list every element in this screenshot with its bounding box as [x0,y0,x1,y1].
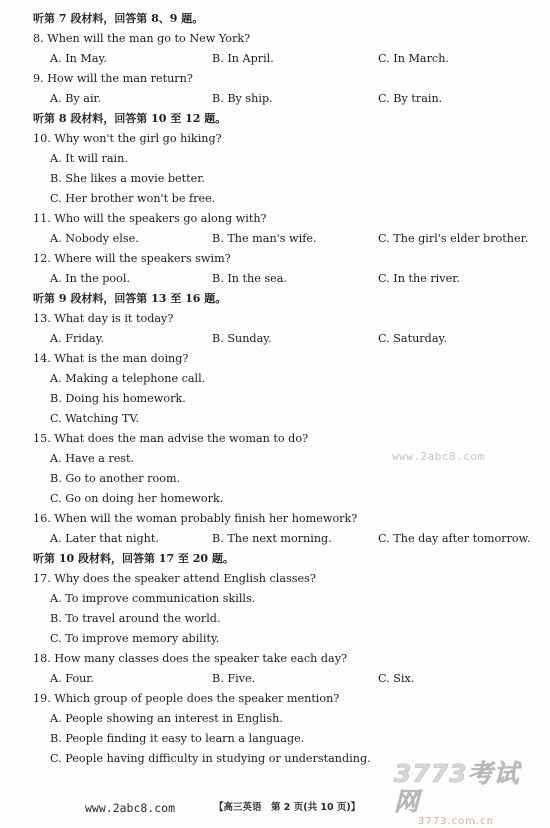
options-row-18 [0,669,540,689]
option-b: B. In the sea. [212,272,287,285]
option-a: A. By air. [50,92,102,105]
option-row [0,609,540,629]
option-c: C. To improve memory ability. [50,632,220,645]
option-c: C. Six. [378,672,415,685]
option-b: B. To travel around the world. [50,612,221,625]
option-b: B. By ship. [212,92,273,105]
question-13: 13. What day is it today? [33,312,174,325]
logo-main-text: 3773考试网 [394,759,520,816]
option-row [0,709,540,729]
option-b: B. Sunday. [212,332,272,345]
option-c: C. People having difficulty in studying or understanding. [50,752,371,765]
option-c: C. In the river. [378,272,460,285]
question-17: 17. Why does the speaker attend English classes? [33,572,316,585]
option-a: A. Four. [50,672,94,685]
options-row-9 [0,89,540,109]
options-row-11 [0,229,540,249]
option-b: B. Go to another room. [50,472,181,485]
option-c: C. Watching TV. [50,412,140,425]
section-heading-8: 听第 8 段材料，回答第 10 至 12 题。 [33,112,227,125]
option-c: C. The day after tomorrow. [378,532,531,545]
question-12: 12. Where will the speakers swim? [33,252,231,265]
question-9: 9. How will the man return? [33,72,193,85]
option-c: C. The girl's elder brother. [378,232,529,245]
option-a: A. People showing an interest in English. [50,712,283,725]
option-a: A. Later that night. [50,532,159,545]
watermark-url-bottom: www.2abc8.com [85,801,176,815]
question-14: 14. What is the man doing? [33,352,189,365]
question-8: 8. When will the man go to New York? [33,32,251,45]
options-row-16 [0,529,540,549]
option-b: B. In April. [212,52,274,65]
question-19: 19. Which group of people does the speaker mention? [33,692,340,705]
option-row [0,729,540,749]
option-a: A. In the pool. [50,272,131,285]
option-b: B. Five. [212,672,256,685]
option-row [0,369,540,389]
option-b: B. People finding it easy to learn a language. [50,732,305,745]
question-11: 11. Who will the speakers go along with? [33,212,267,225]
option-row [0,149,540,169]
logo-sub-text: 3773.com.cn [418,816,494,827]
option-b: B. The man's wife. [212,232,317,245]
question-10: 10. Why won't the girl go hiking? [33,132,222,145]
option-a: A. Friday. [50,332,105,345]
watermark-url-mid: www.2abc8.com [392,450,485,463]
question-18: 18. How many classes does the speaker take each day? [33,652,348,665]
question-15: 15. What does the man advise the woman to do? [33,432,309,445]
options-row-13 [0,329,540,349]
option-a: A. Have a rest. [50,452,135,465]
option-c: C. In March. [378,52,449,65]
option-row [0,589,540,609]
option-a: A. Making a telephone call. [50,372,206,385]
option-c: C. Saturday. [378,332,447,345]
options-row-8 [0,49,540,69]
option-a: A. Nobody else. [50,232,139,245]
section-heading-10: 听第 10 段材料，回答第 17 至 20 题。 [33,552,234,565]
section-heading-7: 听第 7 段材料，回答第 8、9 题。 [33,12,204,25]
option-row [0,169,540,189]
options-row-12 [0,269,540,289]
section-heading-9: 听第 9 段材料，回答第 13 至 16 题。 [33,292,227,305]
option-b: B. She likes a movie better. [50,172,205,185]
option-a: A. In May. [50,52,107,65]
option-row [0,189,540,209]
option-row [0,409,540,429]
page-footer: 【高三英语 第 2 页(共 10 页)】 [214,802,361,813]
question-16: 16. When will the woman probably finish her homework? [33,512,358,525]
option-b: B. The next morning. [212,532,332,545]
option-c: C. By train. [378,92,443,105]
option-a: A. It will rain. [50,152,128,165]
option-b: B. Doing his homework. [50,392,186,405]
option-c: C. Her brother won't be free. [50,192,216,205]
option-row [0,389,540,409]
option-row [0,469,540,489]
option-c: C. Go on doing her homework. [50,492,224,505]
option-a: A. To improve communication skills. [50,592,256,605]
site-logo [394,759,540,827]
option-row [0,489,540,509]
option-row [0,629,540,649]
